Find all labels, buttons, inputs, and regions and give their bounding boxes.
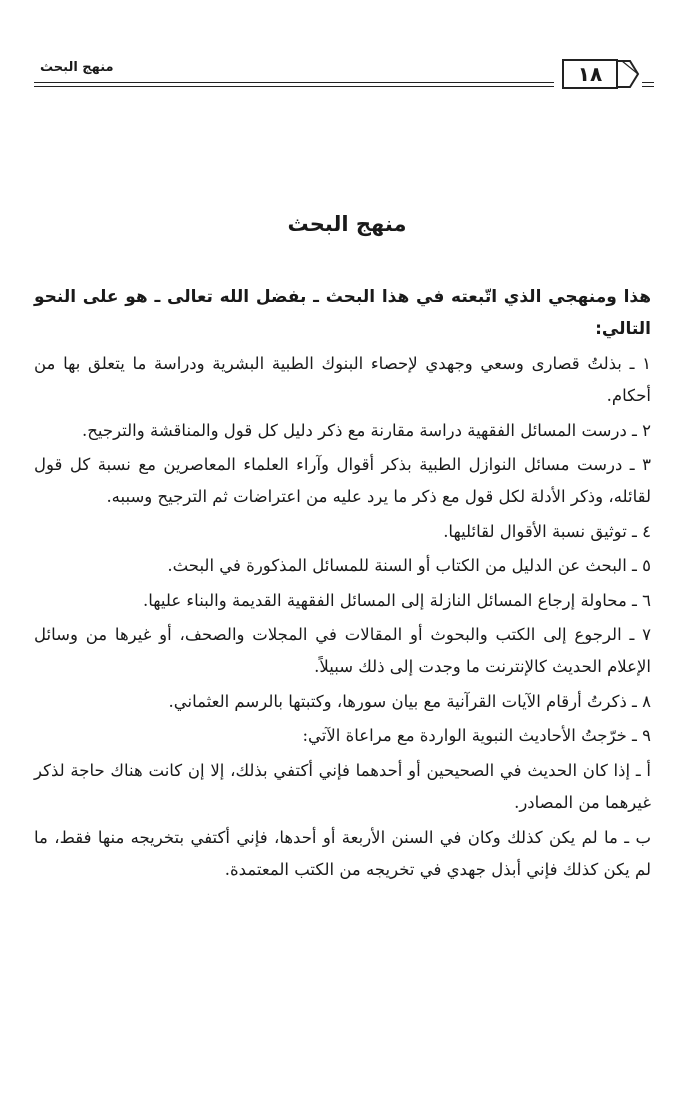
list-item-1: ١ ـ بذلتُ قصارى وسعي وجهدي لإحصاء البنوك الطبية البشرية ودراسة ما يتعلق بها من أحكام. [34,353,651,406]
page-number: ١٨ [562,59,618,89]
list-item-7: ٧ ـ الرجوع إلى الكتب والبحوث أو المقالات في المجلات والصحف، أو غيرها من وسائل الإعلام الحديث كالإنترنت ما وجدت إلى ذلك سبيلاً. [34,625,651,677]
running-header [34,55,654,95]
list-item-4: ٤ ـ توثيق نسبة الأقوال لقائليها. [443,521,651,541]
running-title: منهج البحث [36,60,118,75]
page-corner-ornament-icon [616,57,640,91]
list-item-5: ٥ ـ البحث عن الدليل من الكتاب أو السنة للمسائل المذكورة في البحث. [167,556,651,576]
list-item-2: ٢ ـ درست المسائل الفقهية دراسة مقارنة مع ذكر دليل كل قول والمناقشة والترجيح. [82,420,651,440]
list-item-9: ٩ ـ خرّجتُ الأحاديث النبوية الواردة مع مراعاة الآتي: [302,726,651,746]
intro-paragraph: هذا ومنهجي الذي اتّبعته في هذا البحث ـ بفضل الله تعالى ـ هو على النحو التالي: [34,287,651,340]
list-item-8: ٨ ـ ذكرتُ أرقام الآيات القرآنية مع بيان سورها، وكتبتها بالرسم العثماني. [168,691,651,711]
body-text [34,281,651,888]
sub-item-b: ب ـ ما لم يكن كذلك وكان في السنن الأربعة أو أحدها، فإني أكتفي بتخريجه منها فقط، ما لم يكن كذلك فإني أبذل جهدي في تخريجه من الكتب المعتمدة. [34,827,651,879]
page-title: منهج البحث [287,212,407,236]
sub-item-a: أ ـ إذا كان الحديث في الصحيحين أو أحدهما فإني أكتفي بذلك، إلا إن كانت هناك حاجة لذكر غيرهما من المصادر. [34,760,651,813]
page-number-box [554,55,642,91]
list-item-6: ٦ ـ محاولة إرجاع المسائل النازلة إلى المسائل الفقهية القديمة والبناء عليها. [143,590,651,610]
list-item-3: ٣ ـ درست مسائل النوازل الطبية بذكر أقوال وآراء العلماء المعاصرين مع نسبة كل قول لقائله، وذكر الأدلة لكل قول مع ذكر ما يرد عليه من اعتراضات ثم الترجيح وسببه. [34,455,651,507]
